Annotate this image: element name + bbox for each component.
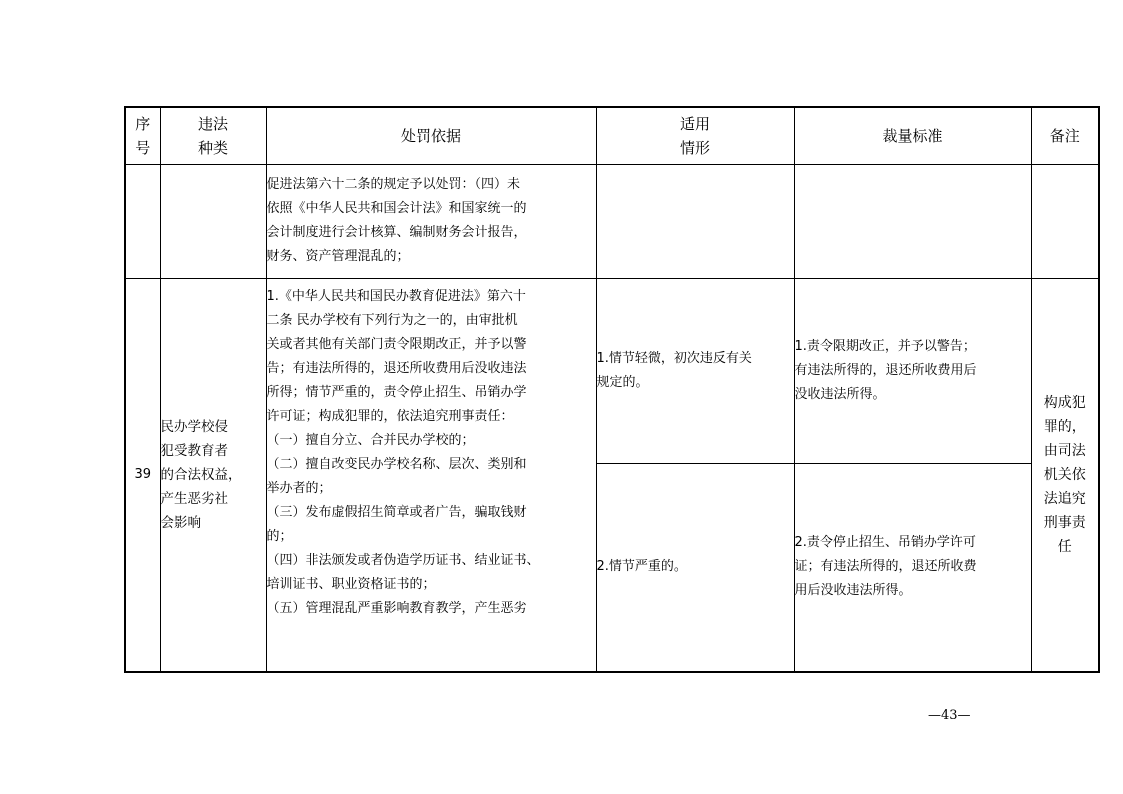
basis-line: （五）管理混乱严重影响教育教学，产生恶劣 xyxy=(266,600,527,616)
cont-situation-cell xyxy=(596,164,794,278)
header-remark: 备注 xyxy=(1031,107,1099,164)
remark-line: 刑事责 xyxy=(1043,514,1086,531)
row39-standard-1 xyxy=(794,278,1031,463)
basis-line: （三）发布虚假招生简章或者广告，骗取钱财 xyxy=(266,504,527,520)
remark-line: 法追究 xyxy=(1043,490,1086,507)
type-line: 民办学校侵 xyxy=(160,418,228,435)
basis-line: 二条 民办学校有下列行为之一的，由审批机 xyxy=(266,312,518,328)
situation-line: 规定的。 xyxy=(596,374,649,390)
header-type xyxy=(160,107,266,164)
page-number: —43— xyxy=(928,708,971,723)
basis-line: 促进法第六十二条的规定予以处罚：（四）未 xyxy=(266,177,521,192)
table-row-continued xyxy=(125,164,1099,278)
header-basis: 处罚依据 xyxy=(266,107,596,164)
basis-line: 依照《中华人民共和国会计法》和国家统一的 xyxy=(266,201,527,216)
header-seq-line: 序 xyxy=(135,114,151,133)
header-row xyxy=(125,107,1099,164)
remark-line: 构成犯 xyxy=(1043,394,1086,411)
basis-line: 告；有违法所得的，退还所收费用后没收违法 xyxy=(266,360,527,376)
header-seq xyxy=(125,107,160,164)
standard-line: 有违法所得的，退还所收费用后 xyxy=(794,362,977,378)
row39-basis xyxy=(266,278,596,672)
basis-line: 会计制度进行会计核算、编制财务会计报告， xyxy=(266,225,527,240)
header-seq-line: 号 xyxy=(135,138,151,157)
standard-line: 2.责令停止招生、吊销办学许可 xyxy=(794,535,976,551)
type-line: 犯受教育者 xyxy=(160,442,228,459)
penalty-table xyxy=(124,106,1100,673)
header-type-line: 种类 xyxy=(197,138,228,157)
cont-seq-cell xyxy=(125,164,160,278)
table-row-39 xyxy=(125,278,1099,463)
cont-basis-cell xyxy=(266,164,596,278)
basis-line: 许可证；构成犯罪的，依法追究刑事责任： xyxy=(266,408,514,424)
remark-line: 由司法 xyxy=(1043,442,1086,459)
remark-line: 机关依 xyxy=(1043,466,1086,483)
basis-line: 财务、资产管理混乱的； xyxy=(266,249,410,264)
row39-remark xyxy=(1031,278,1099,672)
header-situation-line: 适用 xyxy=(679,114,710,133)
situation-line: 1.情节轻微，初次违反有关 xyxy=(596,350,752,366)
row39-situation-2 xyxy=(596,463,794,672)
row39-standard-2 xyxy=(794,463,1031,672)
basis-line: 的； xyxy=(266,528,293,544)
standard-line: 用后没收违法所得。 xyxy=(794,583,912,599)
header-type-line: 违法 xyxy=(197,114,228,133)
basis-line: （二）擅自改变民办学校名称、层次、类别和 xyxy=(266,456,527,472)
standard-line: 1.责令限期改正，并予以警告； xyxy=(794,338,976,354)
basis-line: 所得；情节严重的，责令停止招生、吊销办学 xyxy=(266,384,527,400)
basis-line: 培训证书、职业资格证书的； xyxy=(266,576,436,592)
header-situation-line: 情形 xyxy=(679,138,710,157)
type-line: 产生恶劣社 xyxy=(160,490,228,507)
header-standard: 裁量标准 xyxy=(794,107,1031,164)
row39-situation-1 xyxy=(596,278,794,463)
row39-seq: 39 xyxy=(125,278,160,672)
standard-line: 证；有违法所得的，退还所收费 xyxy=(794,559,977,575)
standard-line: 没收违法所得。 xyxy=(794,386,886,402)
type-line: 会影响 xyxy=(160,514,201,531)
header-situation xyxy=(596,107,794,164)
basis-line: 1.《中华人民共和国民办教育促进法》第六十 xyxy=(266,288,526,304)
type-line: 的合法权益， xyxy=(160,466,242,483)
basis-line: 举办者的； xyxy=(266,480,332,496)
row39-type xyxy=(160,278,266,672)
cont-standard-cell xyxy=(794,164,1031,278)
basis-line: （四）非法颁发或者伪造学历证书、结业证书、 xyxy=(266,552,540,568)
cont-remark-cell xyxy=(1031,164,1099,278)
cont-type-cell xyxy=(160,164,266,278)
remark-line: 任 xyxy=(1057,538,1072,555)
basis-line: 关或者其他有关部门责令限期改正，并予以警 xyxy=(266,336,527,352)
situation-line: 2.情节严重的。 xyxy=(596,559,687,575)
remark-line: 罪的， xyxy=(1043,418,1086,435)
basis-line: （一）擅自分立、合并民办学校的； xyxy=(266,432,475,448)
